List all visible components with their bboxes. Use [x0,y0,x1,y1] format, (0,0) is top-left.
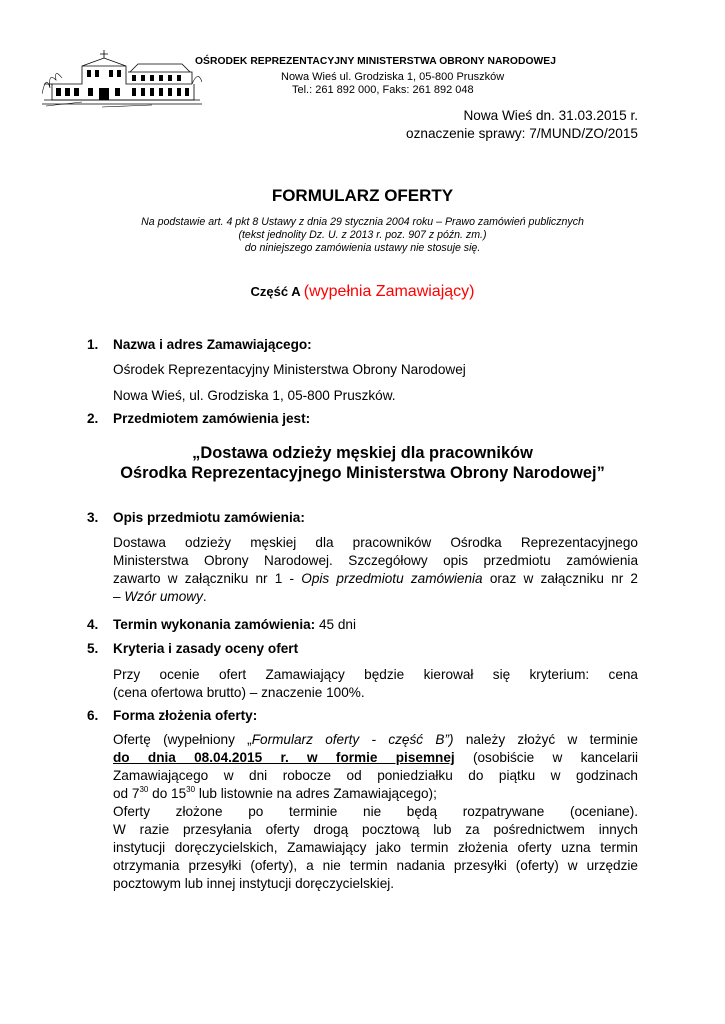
section-paragraph [113,731,638,893]
paragraph-line: Przy ocenie ofert Zamawiający będzie kierował się kryterium: cena [113,667,638,682]
legal-basis-line: Na podstawie art. 4 pkt 8 Ustawy z dnia 29 stycznia 2004 roku – Prawo zamówień publicznych [141,216,584,228]
section-number: 1. [87,337,99,352]
section-heading: Forma złożenia oferty: [113,708,258,723]
paragraph-line: Zamawiającego w dni robocze od poniedziałku do piątku w godzinach [113,768,638,783]
legal-basis-line: (tekst jednolity Dz. U. z 2013 r. poz. 907 z późn. zm.) [238,229,487,241]
case-reference: oznaczenie sprawy: 7/MUND/ZO/2015 [406,126,638,141]
paragraph-line: Ministerstwa Obrony Narodowej. Szczegółowy opis przedmiotu zamówienia [113,553,638,568]
order-subject-line: Ośrodka Reprezentacyjnego Ministerstwa Obrony Narodowej” [120,464,605,482]
paragraph-line: (cena ofertowa brutto) – znaczenie 100%. [113,685,365,700]
section-text: Nowa Wieś, ul. Grodziska 1, 05-800 Pruszków. [113,388,396,403]
paragraph-line: zawarto w załączniku nr 1 - Opis przedmiotu zamówienia oraz w załączniku nr 2 [113,571,638,586]
section-heading: Termin wykonania zamówienia: 45 dni [113,617,357,632]
section-heading: Kryteria i zasady oceny ofert [113,641,299,656]
organization-address: Nowa Wieś ul. Grodziska 1, 05-800 Pruszków [281,71,505,83]
section-heading: Przedmiotem zamówienia jest: [113,411,311,426]
document-title: FORMULARZ OFERTY [271,186,454,205]
section-number: 4. [87,617,99,632]
building-engraving-icon [42,44,202,108]
paragraph-line: Oferty złożone po terminie nie będą rozpatrywane (oceniane). [113,804,638,819]
paragraph-line: otrzymania przesyłki (oferty), a nie termin nadania przesyłki (oferty) w urzędzie [113,858,638,873]
order-subject [0,443,725,483]
order-subject-line: „Dostawa odzieży męskiej dla pracowników [192,444,533,462]
section-paragraph [113,666,638,702]
paragraph-line: do dnia 08.04.2015 r. w formie pisemnej (osobiście w kancelarii [113,750,638,765]
paragraph-line: Ofertę (wypełniony „Formularz oferty - część B”) należy złożyć w terminie [113,732,638,747]
document-date: Nowa Wieś dn. 31.03.2015 r. [463,108,638,123]
legal-basis [0,216,725,255]
section-paragraph [113,534,638,606]
section-text: Ośrodek Reprezentacyjny Ministerstwa Obrony Narodowej [113,362,466,377]
paragraph-line: instytucji doręczycielskich, Zamawiający jako termin złożenia oferty uzna termin [113,840,638,855]
section-heading: Opis przedmiotu zamówienia: [113,510,305,525]
part-a-heading [0,283,725,301]
paragraph-line: pocztowym lub innej instytucji doręczycielskiej. [113,876,395,891]
paragraph-line: W razie przesyłania oferty drogą pocztową lub za pośrednictwem innych [113,822,638,837]
section-number: 3. [87,510,99,525]
part-a-label: Część A [250,284,301,299]
section-heading: Nazwa i adres Zamawiającego: [113,337,312,352]
section-number: 2. [87,411,99,426]
execution-term-value: 45 dni [315,617,357,632]
part-a-note: (wypełnia Zamawiający) [303,283,475,300]
section-number: 6. [87,708,99,723]
paragraph-line: – Wzór umowy. [113,589,207,604]
paragraph-line: Dostawa odzieży męskiej dla pracowników Ośrodka Reprezentacyjnego [113,535,638,550]
legal-basis-line: do niniejszego zamówienia ustawy nie stosuje się. [244,242,481,254]
section-number: 5. [87,641,99,656]
paragraph-line: od $7^{30}$ do $15^{30}$ lub listownie na adres Zamawiającego); [113,785,437,801]
organization-name: OŚRODEK REPREZENTACYJNY MINISTERSTWA OBRONY NARODOWEJ [195,56,556,67]
deadline-text: do dnia 08.04.2015 r. w formie pisemnej [113,750,455,765]
organization-phone: Tel.: 261 892 000, Faks: 261 892 048 [292,84,474,96]
